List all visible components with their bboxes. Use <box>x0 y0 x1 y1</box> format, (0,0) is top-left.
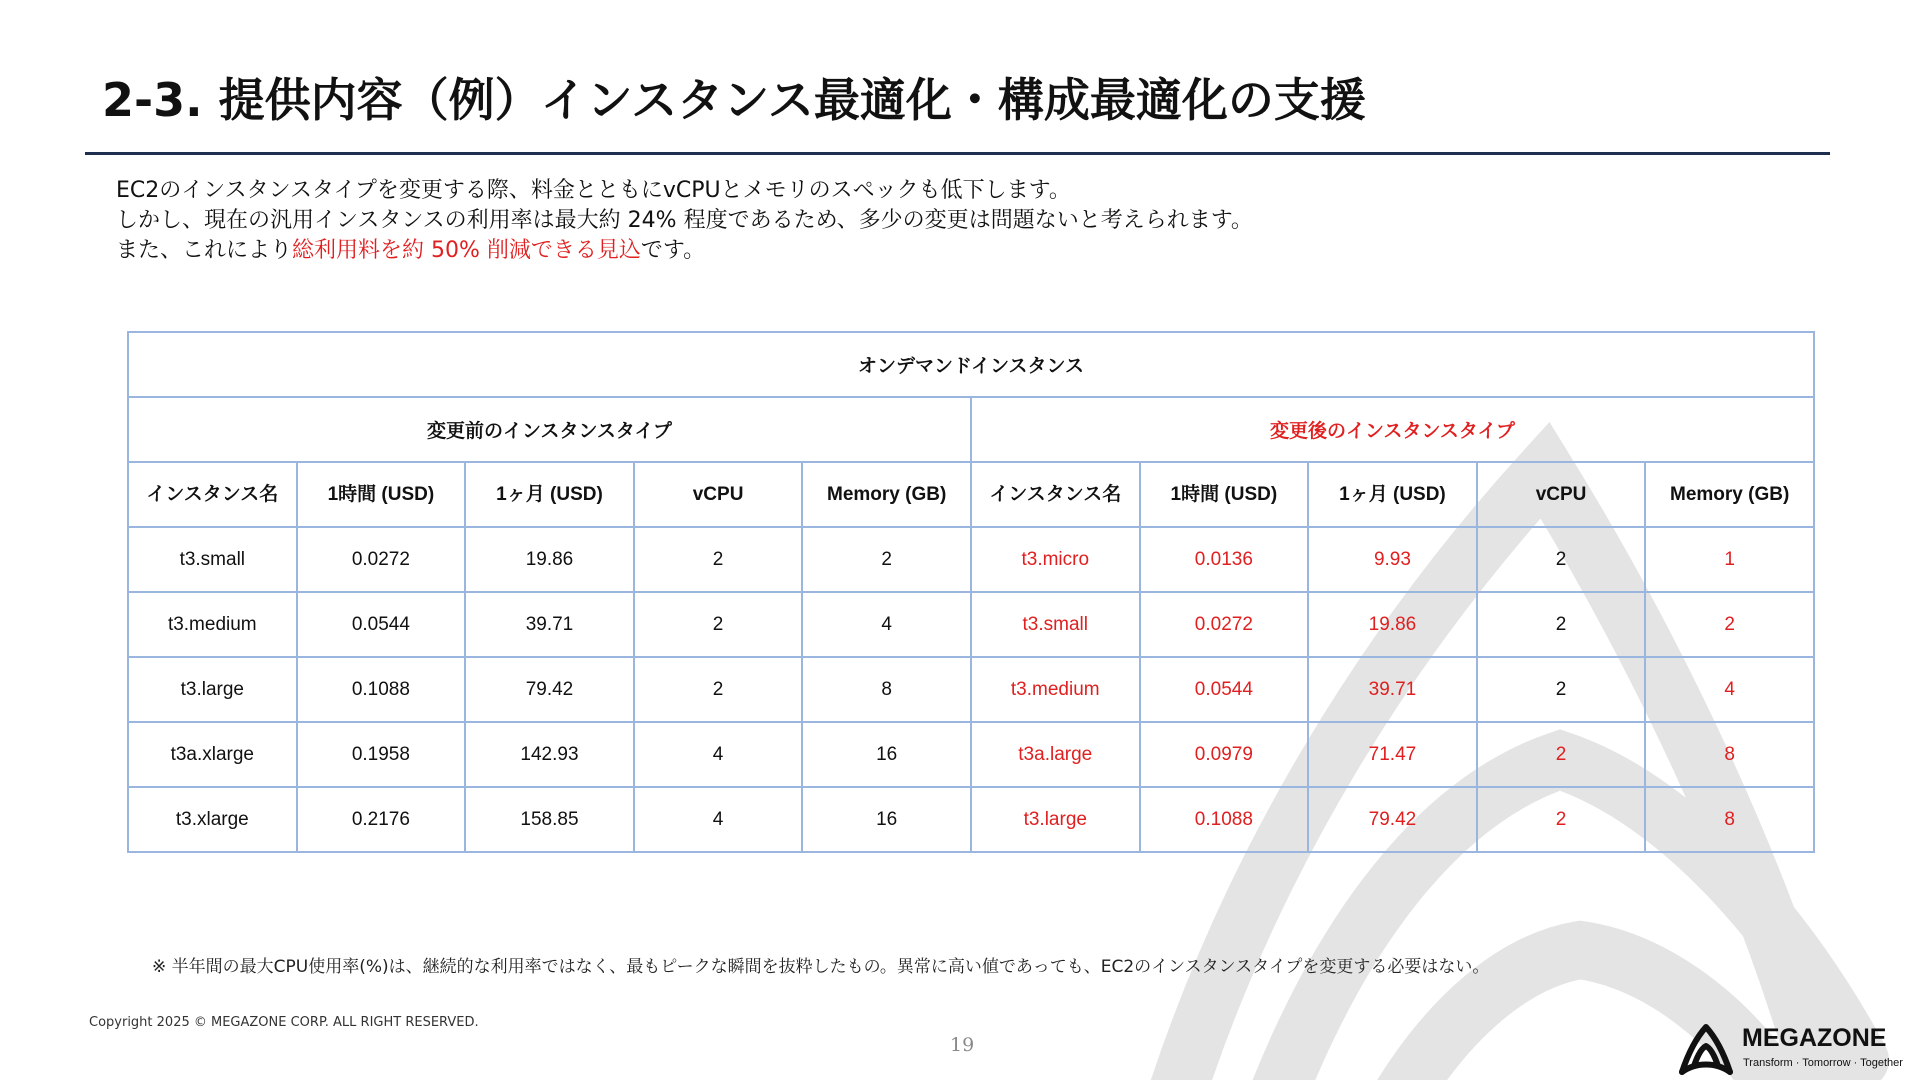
before-vcpu: 4 <box>634 787 803 852</box>
before-col-monthly: 1ヶ月 (USD) <box>465 462 634 527</box>
before-col-hourly: 1時間 (USD) <box>297 462 466 527</box>
before-col-memory: Memory (GB) <box>802 462 971 527</box>
after-hourly-cost: 0.1088 <box>1140 787 1309 852</box>
savings-highlight: 総利用料を約 50% 削減できる見込 <box>292 238 641 263</box>
after-col-instance-name: インスタンス名 <box>971 462 1140 527</box>
after-memory: 2 <box>1645 592 1814 657</box>
after-memory: 8 <box>1645 787 1814 852</box>
intro-line-3-start: また、これにより <box>116 238 293 263</box>
after-vcpu: 2 <box>1477 657 1646 722</box>
table-row <box>128 592 1814 657</box>
before-hourly-cost: 0.1958 <box>297 722 466 787</box>
before-memory: 8 <box>802 657 971 722</box>
intro-line-1: EC2のインスタンスタイプを変更する際、料金とともにvCPUとメモリのスペックも低下します。 <box>116 178 1071 203</box>
after-monthly-cost: 79.42 <box>1308 787 1477 852</box>
after-hourly-cost: 0.0544 <box>1140 657 1309 722</box>
before-instance-name: t3.xlarge <box>128 787 297 852</box>
copyright-text: Copyright 2025 © MEGAZONE CORP. ALL RIGHT RESERVED. <box>89 1015 479 1030</box>
footnote: ※ 半年間の最大CPU使用率(%)は、継続的な利用率ではなく、最もピークな瞬間を抜粋したもの。異常に高い値であっても、EC2のインスタンスタイプを変更する必要はない。 <box>152 957 1490 977</box>
after-memory: 8 <box>1645 722 1814 787</box>
after-instance-name: t3.small <box>971 592 1140 657</box>
before-col-vcpu: vCPU <box>634 462 803 527</box>
after-col-vcpu: vCPU <box>1477 462 1646 527</box>
after-col-monthly: 1ヶ月 (USD) <box>1308 462 1477 527</box>
on-demand-header: オンデマンドインスタンス <box>128 332 1814 397</box>
title-divider <box>85 152 1830 155</box>
after-instance-name: t3.micro <box>971 527 1140 592</box>
before-hourly-cost: 0.2176 <box>297 787 466 852</box>
after-memory: 1 <box>1645 527 1814 592</box>
after-hourly-cost: 0.0136 <box>1140 527 1309 592</box>
table-row <box>128 722 1814 787</box>
after-vcpu: 2 <box>1477 722 1646 787</box>
group-header-row <box>128 397 1814 462</box>
before-vcpu: 2 <box>634 527 803 592</box>
page-number: 19 <box>950 1034 975 1056</box>
before-vcpu: 4 <box>634 722 803 787</box>
table-row <box>128 787 1814 852</box>
after-hourly-cost: 0.0272 <box>1140 592 1309 657</box>
before-instance-name: t3a.xlarge <box>128 722 297 787</box>
table-title-row <box>128 332 1814 397</box>
after-instance-name: t3.medium <box>971 657 1140 722</box>
after-group-header: 変更後のインスタンスタイプ <box>971 397 1814 462</box>
before-vcpu: 2 <box>634 657 803 722</box>
intro-line-3 <box>116 236 1253 266</box>
after-monthly-cost: 71.47 <box>1308 722 1477 787</box>
megazone-brand <box>1676 1018 1916 1078</box>
after-col-memory: Memory (GB) <box>1645 462 1814 527</box>
after-vcpu: 2 <box>1477 527 1646 592</box>
intro-text <box>116 176 1253 266</box>
before-hourly-cost: 0.0544 <box>297 592 466 657</box>
before-group-header: 変更前のインスタンスタイプ <box>128 397 971 462</box>
after-vcpu: 2 <box>1477 787 1646 852</box>
brand-tagline: Transform · Tomorrow · Together <box>1743 1057 1903 1069</box>
before-monthly-cost: 39.71 <box>465 592 634 657</box>
before-memory: 2 <box>802 527 971 592</box>
after-vcpu: 2 <box>1477 592 1646 657</box>
before-monthly-cost: 158.85 <box>465 787 634 852</box>
page-title: 2-3. 提供内容（例）インスタンス最適化・構成最適化の支援 <box>102 73 1366 127</box>
after-instance-name: t3.large <box>971 787 1140 852</box>
before-memory: 16 <box>802 787 971 852</box>
intro-line-2: しかし、現在の汎用インスタンスの利用率は最大約 24% 程度であるため、多少の変更は問題ないと考えられます。 <box>116 208 1253 233</box>
before-monthly-cost: 142.93 <box>465 722 634 787</box>
after-col-hourly: 1時間 (USD) <box>1140 462 1309 527</box>
megazone-logo-icon <box>1676 1022 1736 1076</box>
after-monthly-cost: 9.93 <box>1308 527 1477 592</box>
intro-line-3-end: です。 <box>640 238 706 263</box>
after-monthly-cost: 39.71 <box>1308 657 1477 722</box>
before-memory: 16 <box>802 722 971 787</box>
after-hourly-cost: 0.0979 <box>1140 722 1309 787</box>
instance-comparison-table <box>127 331 1815 853</box>
before-hourly-cost: 0.0272 <box>297 527 466 592</box>
column-header-row <box>128 462 1814 527</box>
after-monthly-cost: 19.86 <box>1308 592 1477 657</box>
before-hourly-cost: 0.1088 <box>297 657 466 722</box>
before-vcpu: 2 <box>634 592 803 657</box>
after-instance-name: t3a.large <box>971 722 1140 787</box>
before-monthly-cost: 79.42 <box>465 657 634 722</box>
before-col-instance-name: インスタンス名 <box>128 462 297 527</box>
before-instance-name: t3.small <box>128 527 297 592</box>
table-row <box>128 657 1814 722</box>
before-memory: 4 <box>802 592 971 657</box>
brand-name: MEGAZONE <box>1742 1024 1887 1052</box>
before-monthly-cost: 19.86 <box>465 527 634 592</box>
after-memory: 4 <box>1645 657 1814 722</box>
before-instance-name: t3.medium <box>128 592 297 657</box>
before-instance-name: t3.large <box>128 657 297 722</box>
table-row <box>128 527 1814 592</box>
